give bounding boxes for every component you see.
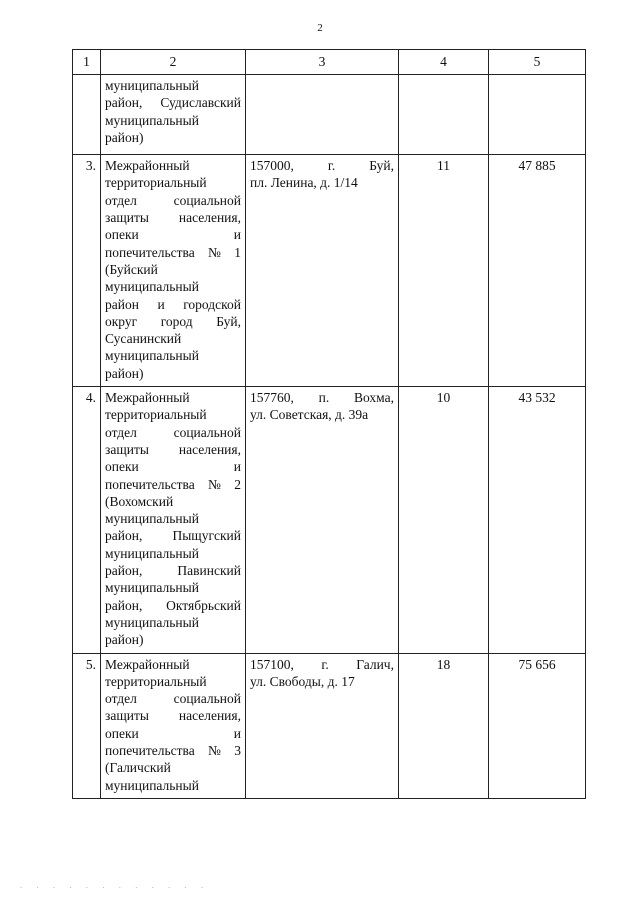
text-line bbox=[250, 673, 394, 690]
text-word: муниципальный bbox=[105, 580, 199, 596]
text-word: район, bbox=[105, 528, 143, 544]
text-line bbox=[105, 406, 241, 423]
text-word: отдел bbox=[105, 192, 137, 208]
text-word: попечительства bbox=[105, 244, 195, 260]
text-word: район bbox=[105, 296, 139, 312]
text-word: пл. Ленина, д. 1/14 bbox=[250, 175, 358, 191]
text-line bbox=[105, 365, 241, 382]
text-word: район, bbox=[105, 563, 143, 579]
text-line bbox=[105, 614, 241, 631]
text-word: (Буйский bbox=[105, 261, 158, 277]
text-line bbox=[105, 545, 241, 562]
text-line bbox=[105, 597, 241, 614]
text-line bbox=[250, 656, 394, 673]
text-word: ул. Советская, д. 39а bbox=[250, 407, 369, 423]
text-line bbox=[105, 673, 241, 690]
text-word: № bbox=[208, 244, 221, 260]
text-word: п. bbox=[318, 390, 330, 406]
text-line bbox=[105, 725, 241, 742]
text-word: отдел bbox=[105, 691, 137, 707]
text-word: Межрайонный bbox=[105, 390, 190, 406]
text-line bbox=[105, 174, 241, 191]
text-word: и bbox=[233, 227, 241, 243]
text-line bbox=[105, 579, 241, 596]
text-word: г. bbox=[321, 656, 329, 672]
column-header-1: 1 bbox=[73, 50, 101, 75]
text-word: социальной bbox=[173, 424, 241, 440]
text-word: Октябрьский bbox=[166, 597, 241, 613]
text-word: отдел bbox=[105, 424, 137, 440]
column-header-3: 3 bbox=[246, 50, 399, 75]
text-word: Галич, bbox=[356, 656, 394, 672]
text-line bbox=[105, 510, 241, 527]
row-number-cell bbox=[73, 75, 101, 155]
text-word: защиты bbox=[105, 441, 149, 457]
text-word: социальной bbox=[173, 192, 241, 208]
text-word: район, bbox=[105, 95, 143, 111]
text-line bbox=[105, 476, 241, 493]
text-line bbox=[250, 406, 394, 423]
header-row bbox=[73, 50, 586, 75]
text-word: муниципальный bbox=[105, 545, 199, 561]
text-word: муниципальный bbox=[105, 78, 199, 93]
row-number-cell: 4. bbox=[73, 387, 101, 653]
text-line bbox=[105, 562, 241, 579]
text-line bbox=[250, 389, 394, 406]
text-word: опеки bbox=[105, 227, 139, 243]
text-line bbox=[105, 313, 241, 330]
text-line bbox=[105, 296, 241, 313]
text-word: Межрайонный bbox=[105, 656, 190, 672]
text-line bbox=[105, 261, 241, 278]
text-word: муниципальный bbox=[105, 511, 199, 527]
text-word: район) bbox=[105, 129, 144, 145]
text-word: Сусанинский bbox=[105, 331, 182, 347]
address-cell bbox=[246, 75, 399, 155]
department-name-cell bbox=[101, 653, 246, 798]
text-line bbox=[105, 389, 241, 406]
text-line bbox=[105, 424, 241, 441]
column-header-5: 5 bbox=[489, 50, 586, 75]
text-line bbox=[105, 77, 241, 94]
text-line bbox=[105, 244, 241, 261]
text-line bbox=[105, 129, 241, 146]
text-word: Пыщугский bbox=[172, 528, 241, 544]
text-line bbox=[105, 94, 241, 111]
text-word: округ bbox=[105, 313, 138, 329]
text-word: населения, bbox=[178, 210, 241, 226]
count-cell: 11 bbox=[399, 155, 489, 387]
text-word: и bbox=[157, 296, 165, 312]
text-line bbox=[105, 226, 241, 243]
text-word: Буй, bbox=[369, 158, 394, 174]
amount-cell: 47 885 bbox=[489, 155, 586, 387]
count-cell bbox=[399, 75, 489, 155]
text-word: 2 bbox=[234, 476, 241, 492]
text-word: 1 bbox=[234, 244, 241, 260]
text-word: 157000, bbox=[250, 158, 294, 174]
address-cell bbox=[246, 387, 399, 653]
text-word: городской bbox=[183, 296, 241, 312]
text-line bbox=[105, 192, 241, 209]
text-word: город bbox=[160, 313, 193, 329]
text-word: попечительства bbox=[105, 742, 195, 758]
text-line bbox=[105, 493, 241, 510]
text-line bbox=[250, 174, 394, 191]
column-header-4: 4 bbox=[399, 50, 489, 75]
text-word: Вохма, bbox=[353, 390, 394, 406]
table-row bbox=[73, 155, 586, 387]
text-word: 157100, bbox=[250, 656, 294, 672]
text-word: г. bbox=[327, 158, 336, 174]
text-line bbox=[105, 690, 241, 707]
text-word: № bbox=[208, 742, 221, 758]
text-word: муниципальный bbox=[105, 777, 199, 793]
text-line bbox=[250, 157, 394, 174]
text-word: Буй, bbox=[216, 313, 241, 329]
text-line bbox=[105, 777, 241, 794]
text-word: район) bbox=[105, 632, 144, 648]
text-word: (Вохомский bbox=[105, 493, 174, 509]
scan-noise: · · · · · · · · · · · · bbox=[20, 884, 210, 892]
department-name-cell bbox=[101, 155, 246, 387]
text-word: территориальный bbox=[105, 407, 207, 423]
text-line bbox=[105, 278, 241, 295]
text-line bbox=[105, 330, 241, 347]
text-word: муниципальный bbox=[105, 112, 199, 128]
table-header bbox=[73, 50, 586, 75]
text-word: опеки bbox=[105, 725, 139, 741]
amount-cell: 43 532 bbox=[489, 387, 586, 653]
text-word: ул. Свободы, д. 17 bbox=[250, 673, 355, 689]
text-line bbox=[105, 157, 241, 174]
text-line bbox=[105, 527, 241, 544]
text-word: 157760, bbox=[250, 390, 294, 406]
address-cell bbox=[246, 155, 399, 387]
text-line bbox=[105, 759, 241, 776]
text-word: населения, bbox=[178, 441, 241, 457]
text-word: защиты bbox=[105, 210, 149, 226]
text-line bbox=[105, 209, 241, 226]
text-word: (Галичский bbox=[105, 760, 171, 776]
text-word: и bbox=[233, 459, 241, 475]
row-number-cell: 5. bbox=[73, 653, 101, 798]
row-number-cell: 3. bbox=[73, 155, 101, 387]
text-word: муниципальный bbox=[105, 279, 199, 295]
text-word: Межрайонный bbox=[105, 158, 190, 174]
text-line bbox=[105, 656, 241, 673]
text-word: попечительства bbox=[105, 476, 195, 492]
text-word: территориальный bbox=[105, 175, 207, 191]
text-word: и bbox=[233, 725, 241, 741]
text-word: муниципальный bbox=[105, 348, 199, 364]
text-word: район) bbox=[105, 365, 144, 381]
text-word: район, bbox=[105, 597, 143, 613]
page-number: 2 bbox=[317, 22, 323, 34]
text-line bbox=[105, 742, 241, 759]
text-line bbox=[105, 631, 241, 648]
allocation-table bbox=[72, 49, 586, 799]
text-word: Судиславский bbox=[160, 95, 241, 111]
text-word: № bbox=[208, 476, 221, 492]
department-name-cell bbox=[101, 387, 246, 653]
count-cell: 10 bbox=[399, 387, 489, 653]
table-row bbox=[73, 653, 586, 798]
text-line bbox=[105, 458, 241, 475]
amount-cell: 75 656 bbox=[489, 653, 586, 798]
text-word: населения, bbox=[178, 708, 241, 724]
column-header-2: 2 bbox=[101, 50, 246, 75]
table-row bbox=[73, 387, 586, 653]
table-row bbox=[73, 75, 586, 155]
text-word: опеки bbox=[105, 459, 139, 475]
text-word: муниципальный bbox=[105, 614, 199, 630]
text-word: территориальный bbox=[105, 673, 207, 689]
text-line bbox=[105, 707, 241, 724]
text-line bbox=[105, 441, 241, 458]
text-word: социальной bbox=[173, 691, 241, 707]
department-name-cell bbox=[101, 75, 246, 155]
text-word: Павинский bbox=[177, 563, 241, 579]
text-word: 3 bbox=[234, 742, 241, 758]
text-line bbox=[105, 112, 241, 129]
text-word: защиты bbox=[105, 708, 149, 724]
table-body bbox=[73, 75, 586, 799]
count-cell: 18 bbox=[399, 653, 489, 798]
amount-cell bbox=[489, 75, 586, 155]
text-line bbox=[105, 347, 241, 364]
address-cell bbox=[246, 653, 399, 798]
